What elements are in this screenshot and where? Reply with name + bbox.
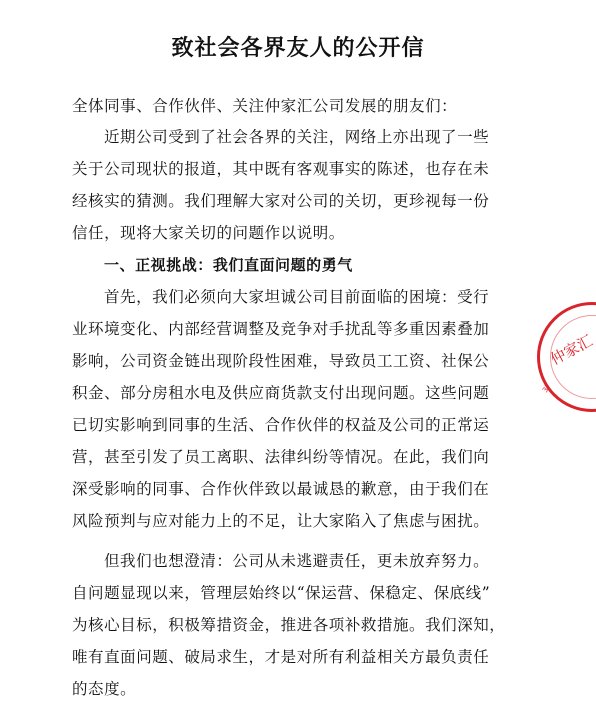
paragraph-1-line: 近期公司受到了社会各界的关注，网络上亦出现了一些 — [104, 128, 490, 146]
paragraph-2-line: 首先，我们必须向大家坦诚公司目前面临的困境：受行 — [104, 288, 490, 306]
salutation: 全体同事、合作伙伴、关注仲家汇公司发展的朋友们： — [72, 97, 458, 115]
seal-graphic — [540, 305, 596, 415]
paragraph-2-line: 深受影响的同事、合作伙伴致以最诚恳的歉意，由于我们在 — [72, 480, 490, 498]
seal-number: 37 — [541, 382, 553, 395]
section-heading: 一、正视挑战：我们直面问题的勇气 — [104, 256, 353, 274]
paragraph-2-line: 风险预判与应对能力上的不足，让大家陷入了焦虑与困扰。 — [72, 512, 490, 530]
paragraph-2-line: 已切实影响到同事的生活、合作伙伴的权益及公司的正常运 — [72, 416, 490, 434]
paragraph-2-line: 营，甚至引发了员工离职、法律纠纷等情况。在此，我们向 — [72, 448, 490, 466]
paragraph-3-line: 自问题显现以来，管理层始终以“保运营、保稳定、保底线” — [72, 584, 491, 602]
page-title: 致社会各界友人的公开信 — [171, 36, 425, 61]
paragraph-3-line: 的态度。 — [72, 680, 137, 698]
company-seal-stamp — [537, 302, 596, 412]
paragraph-3-line: 但我们也想澄清：公司从未逃避责任，更未放弃努力。 — [104, 552, 490, 570]
paragraph-3-line: 唯有直面问题、破局求生，才是对所有利益相关方最负责任 — [72, 648, 490, 666]
paragraph-2-line: 业环境变化、内部经营调整及竞争对手扰乱等多重因素叠加 — [72, 320, 490, 338]
paragraph-1-line: 信任，现将大家关切的问题作以说明。 — [72, 224, 345, 242]
paragraph-2-line: 影响，公司资金链出现阶段性困难，导致员工工资、社保公 — [72, 352, 490, 370]
seal-text: 仲家汇 — [547, 331, 596, 369]
paragraph-2-line: 积金、部分房租水电及供应商货款支付出现问题。这些问题 — [72, 384, 490, 402]
paragraph-1-line: 关于公司现状的报道，其中既有客观事实的陈述，也存在未 — [72, 160, 490, 178]
paragraph-3-line: 为核心目标，积极筹措资金，推进各项补救措施。我们深知， — [72, 616, 506, 634]
paragraph-1-line: 经核实的猜测。我们理解大家对公司的关切，更珍视每一份 — [72, 192, 490, 210]
